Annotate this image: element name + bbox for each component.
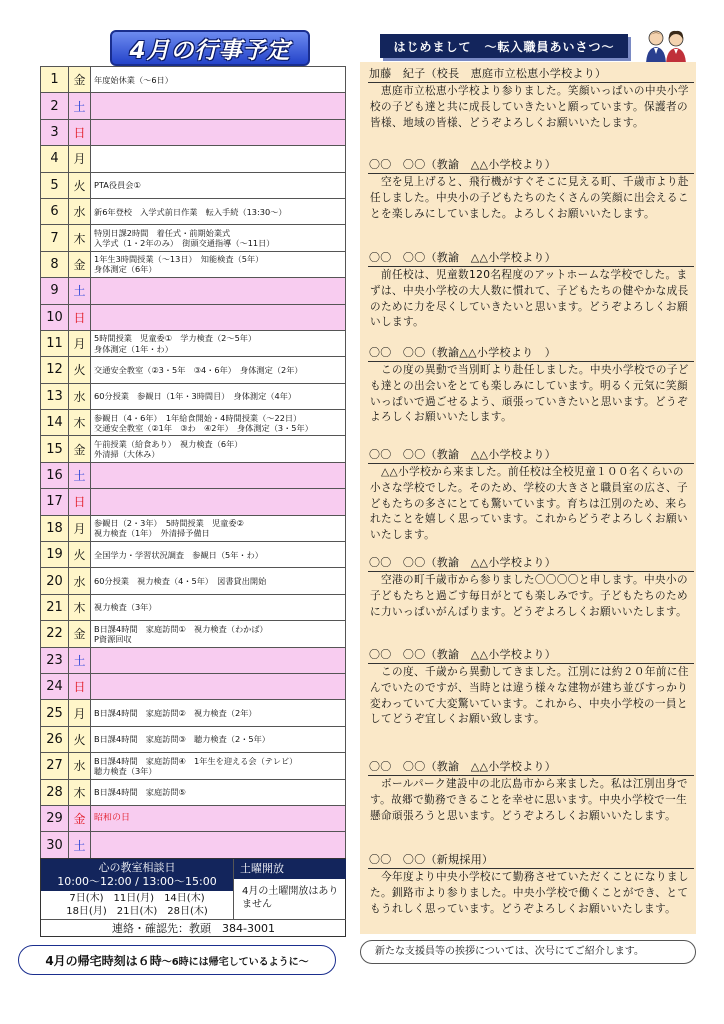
calendar-weekday: 火 (69, 357, 91, 383)
calendar-events (91, 119, 346, 145)
calendar-row (41, 726, 346, 752)
calendar-row (41, 198, 346, 224)
return-time-notice (18, 945, 336, 975)
calendar-weekday: 火 (69, 542, 91, 568)
calendar-date: 29 (41, 805, 69, 831)
calendar-weekday: 土 (69, 278, 91, 304)
calendar-events (91, 436, 346, 462)
calendar-events (91, 832, 346, 858)
calendar-row (41, 489, 346, 515)
calendar-row (41, 779, 346, 805)
calendar-weekday: 日 (69, 119, 91, 145)
calendar-date: 17 (41, 489, 69, 515)
calendar-events (91, 198, 346, 224)
greetings-title: はじめまして ～転入職員あいさつ～ (380, 34, 628, 58)
greeting-name: 〇〇 〇〇（教諭 △△小学校より） (368, 157, 694, 174)
calendar-event-text: B日課4時間 家庭訪問④ 1年生を迎える会（テレビ） (94, 755, 298, 766)
calendar-weekday: 水 (69, 383, 91, 409)
counseling-box (40, 858, 346, 937)
greeting-message: 空を見上げると、飛行機がすぐそこに見える町、千歳市より赴任しました。中央小の子どもたちのたくさんの笑顔に出会えることを楽しみにしていました。よろしくお願いいたします。 (370, 176, 689, 220)
calendar-events (91, 93, 346, 119)
greetings-panel (360, 62, 696, 934)
greeting-name: 〇〇 〇〇（教諭 △△小学校より） (368, 647, 694, 664)
calendar-weekday: 日 (69, 304, 91, 330)
calendar-row (41, 621, 346, 647)
counseling-title: 心の教室相談日 (98, 861, 176, 874)
return-lead: 4月の帰宅時刻は (45, 953, 138, 968)
greeting-name: 加藤 紀子（校長 恵庭市立松恵小学校より） (368, 66, 694, 83)
calendar-events (91, 462, 346, 488)
calendar-event-text: B日課4時間 家庭訪問② 視力検査（2年） (94, 707, 257, 718)
calendar-event-text: 午前授業（給食あり） 視力検査（6年） (94, 438, 243, 449)
calendar-event-text: 全国学力・学習状況調査 参観日（5年・わ） (94, 549, 263, 560)
calendar-event-text: 60分授業 参観日（1年・3時間目） 身体測定（4年） (94, 391, 297, 402)
calendar-row (41, 832, 346, 858)
calendar-date: 23 (41, 647, 69, 673)
calendar-date: 14 (41, 410, 69, 436)
calendar-weekday: 土 (69, 832, 91, 858)
calendar-event-text: B日課4時間 家庭訪問⑤ (94, 787, 186, 798)
calendar-row (41, 330, 346, 356)
calendar-events (91, 753, 346, 779)
calendar-date: 20 (41, 568, 69, 594)
calendar-date: 30 (41, 832, 69, 858)
calendar-events (91, 726, 346, 752)
greeting-message: △△小学校から来ました。前任校は全校児童１００名くらいの小さな学校でした。そのため、学校の大きさと職員室の広さ、子どもたちの多さにとても驚いています。育ちは江別のため、来られたことを嬉しく思っています。これからどうぞよろしくお願いいたします。 (370, 466, 688, 542)
calendar-date: 2 (41, 93, 69, 119)
calendar-weekday: 金 (69, 621, 91, 647)
calendar-events (91, 278, 346, 304)
calendar-weekday: 木 (69, 594, 91, 620)
calendar-event-text: 参観日（4・6年） 1年給食開始・4時間授業（～22日） (94, 412, 302, 423)
counseling-dates-line2: 18日(月) 21日(木) 28日(木) (66, 906, 208, 917)
greeting-name: 〇〇 〇〇（教諭 △△小学校より） (368, 250, 694, 267)
calendar-events (91, 489, 346, 515)
calendar-events (91, 647, 346, 673)
calendar-weekday: 金 (69, 67, 91, 93)
calendar-weekday: 木 (69, 410, 91, 436)
calendar-weekday: 金 (69, 251, 91, 277)
calendar-row (41, 647, 346, 673)
calendar-row (41, 251, 346, 277)
calendar-event-text: PTA役員会① (94, 180, 141, 191)
calendar-event-text: 身体測定（6年） (94, 264, 157, 275)
calendar-row (41, 594, 346, 620)
greeting-message: この度、千歳から異動してきました。江別には約２０年前に住んでいたのですが、当時とは違う様々な建物が建ち並びすっかり変わっていて大変驚いています。これから、中央小学校の一員としてどうぞ宜しくお願い致します。 (370, 666, 689, 726)
calendar-event-text: P資源回収 (94, 633, 132, 644)
greeting-entry (368, 345, 694, 426)
calendar-weekday: 木 (69, 779, 91, 805)
calendar-event-text: 1年生3時間授業（～13日） 知能検査（5年） (94, 254, 264, 265)
calendar-events (91, 172, 346, 198)
calendar-title: 4月の行事予定 (110, 30, 310, 66)
greeting-entry (368, 447, 694, 544)
greeting-entry (368, 66, 694, 131)
calendar-weekday: 木 (69, 225, 91, 251)
greeting-entry (368, 852, 694, 917)
greeting-name: 〇〇 〇〇（教諭 △△小学校より） (368, 447, 694, 464)
calendar-row (41, 700, 346, 726)
calendar-row (41, 462, 346, 488)
calendar-event-text: 入学式（1・2年のみ） 街頭交通指導（～11日） (94, 238, 275, 249)
calendar-date: 10 (41, 304, 69, 330)
calendar-row (41, 172, 346, 198)
calendar-row (41, 357, 346, 383)
calendar-weekday: 土 (69, 462, 91, 488)
calendar-weekday: 日 (69, 489, 91, 515)
calendar-event-text: 特別日課2時間 着任式・前期始業式 (94, 227, 231, 238)
counseling-time: 10:00～12:00 / 13:00～15:00 (57, 875, 217, 888)
greeting-name: 〇〇 〇〇（教諭 △△小学校より） (368, 759, 694, 776)
calendar-events (91, 673, 346, 699)
calendar-event-text: 交通安全教室（②1年 ③わ ④2年） 身体測定（3・5年） (94, 422, 313, 433)
calendar-event-text: 交通安全教室（②3・5年 ③4・6年） 身体測定（2年） (94, 364, 303, 375)
calendar-events (91, 225, 346, 251)
calendar-events (91, 515, 346, 541)
calendar-event-text: 参観日（2・3年） 5時間授業 児童委② (94, 518, 244, 529)
greeting-entry (368, 555, 694, 620)
greeting-message: ボールパーク建設中の北広島市から来ました。私は江別出身です。故郷で勤務できることを幸せに思います。中央小学校で一生懸命頑張ろうと思います。どうぞよろしくお願いいたします。 (370, 778, 688, 822)
calendar-events (91, 542, 346, 568)
calendar-weekday: 火 (69, 172, 91, 198)
calendar-weekday: 日 (69, 673, 91, 699)
greeting-entry (368, 157, 694, 222)
calendar-weekday: 月 (69, 146, 91, 172)
greeting-message: 恵庭市立松恵小学校より参りました。笑顔いっぱいの中央小学校の子ども達と共に成長していきたいと願っています。保護者の皆様、地域の皆様、どうぞよろしくお願いいたします。 (370, 85, 689, 129)
calendar-weekday: 水 (69, 568, 91, 594)
calendar-events (91, 383, 346, 409)
calendar-date: 21 (41, 594, 69, 620)
calendar-date: 18 (41, 515, 69, 541)
calendar-event-text: B日課4時間 家庭訪問③ 聴力検査（2・5年） (94, 734, 270, 745)
greeting-message: 前任校は、児童数120名程度のアットホームな学校でした。まずは、中央小学校の大人数に慣れて、子どもたちの健やかな成長のために力を尽くしていきたいと思います。どうぞよろしくお願いします。 (370, 269, 689, 329)
calendar-date: 27 (41, 753, 69, 779)
calendar-date: 11 (41, 330, 69, 356)
calendar-events (91, 330, 346, 356)
return-time: ６時 (137, 953, 162, 968)
calendar-row (41, 436, 346, 462)
greeting-entry (368, 250, 694, 331)
calendar-row (41, 383, 346, 409)
calendar-events (91, 568, 346, 594)
teachers-illustration-icon (640, 28, 692, 66)
calendar-row (41, 93, 346, 119)
calendar-date: 15 (41, 436, 69, 462)
calendar-row (41, 673, 346, 699)
calendar-date: 1 (41, 67, 69, 93)
calendar-date: 7 (41, 225, 69, 251)
calendar-row (41, 67, 346, 93)
calendar-weekday: 水 (69, 198, 91, 224)
calendar-date: 6 (41, 198, 69, 224)
calendar-date: 22 (41, 621, 69, 647)
calendar-row (41, 304, 346, 330)
calendar-date: 3 (41, 119, 69, 145)
calendar-date: 16 (41, 462, 69, 488)
calendar-event-text: 5時間授業 児童委① 学力検査（2～5年） (94, 333, 257, 344)
calendar-weekday: 土 (69, 93, 91, 119)
greeting-name: 〇〇 〇〇（新規採用） (368, 852, 694, 869)
calendar-events (91, 146, 346, 172)
calendar-event-text: 新6年登校 入学式前日作業 転入手続（13:30～） (94, 206, 287, 217)
calendar-row (41, 146, 346, 172)
calendar-event-text: 視力検査（3年） (94, 602, 157, 613)
calendar-date: 5 (41, 172, 69, 198)
counseling-dates (41, 891, 233, 919)
greeting-name: 〇〇 〇〇（教諭 △△小学校より） (368, 555, 694, 572)
calendar-events (91, 621, 346, 647)
calendar-events (91, 594, 346, 620)
calendar-event-text: 年度始休業（～6日） (94, 74, 173, 85)
calendar-date: 4 (41, 146, 69, 172)
calendar-date: 13 (41, 383, 69, 409)
next-issue-note: 新たな支援員等の挨拶については、次号にてご紹介します。 (360, 940, 696, 964)
greeting-message: この度の異動で当別町より赴任しました。中央小学校での子ども達との出会いをとても楽しみにしています。明るく元気に笑顔いっぱいで過ごせるよう、頑張っていきたいと思います。どうぞよろしくお願いいたします。 (370, 364, 689, 424)
calendar-events (91, 700, 346, 726)
greeting-message: 空港の町千歳市から参りました〇〇〇〇と申します。中央小の子どもたちと過ごす毎日がとても楽しみです。子どもたちのために力いっぱいがんばります。どうぞよろしくお願いいたします。 (370, 574, 688, 618)
greeting-entry (368, 647, 694, 728)
calendar-weekday: 金 (69, 805, 91, 831)
counseling-dates-line1: 7日(木) 11日(月) 14日(木) (69, 893, 205, 904)
calendar-date: 25 (41, 700, 69, 726)
calendar-event-text: B日課4時間 家庭訪問① 視力検査（わかば） (94, 623, 268, 634)
calendar-weekday: 月 (69, 515, 91, 541)
calendar-date: 12 (41, 357, 69, 383)
calendar-events (91, 67, 346, 93)
calendar-events (91, 357, 346, 383)
counseling-header (41, 859, 233, 891)
calendar-event-text: 外清掃（大休み） (94, 449, 160, 460)
calendar-row (41, 225, 346, 251)
calendar-row (41, 568, 346, 594)
calendar-date: 26 (41, 726, 69, 752)
greeting-entry (368, 759, 694, 824)
calendar-date: 8 (41, 251, 69, 277)
return-tail: ～6時には帰宅しているように～ (161, 956, 309, 968)
greeting-message: 今年度より中央小学校にて勤務させていただくことになりました。釧路市より参りました。中央小学校で働くことができ、とてもうれしく思っています。どうぞよろしくお願いいたします。 (370, 871, 689, 915)
calendar-events (91, 779, 346, 805)
calendar-events (91, 251, 346, 277)
calendar-event-text: 60分授業 視力検査（4・5年） 図書貸出開始 (94, 575, 267, 586)
calendar-events (91, 304, 346, 330)
calendar-row (41, 805, 346, 831)
calendar-weekday: 土 (69, 647, 91, 673)
calendar-event-text: 聴力検査（3年） (94, 765, 157, 776)
saturday-open-body: 4月の土曜開放はありません (233, 879, 346, 919)
calendar-weekday: 月 (69, 330, 91, 356)
calendar-row (41, 753, 346, 779)
calendar-row (41, 542, 346, 568)
calendar-row (41, 278, 346, 304)
calendar-row (41, 119, 346, 145)
calendar-date: 24 (41, 673, 69, 699)
calendar-row (41, 515, 346, 541)
contact-info: 連絡・確認先：教頭 384-3001 (41, 919, 346, 937)
calendar-event-text: 昭和の日 (94, 813, 131, 823)
calendar-weekday: 金 (69, 436, 91, 462)
calendar-row (41, 410, 346, 436)
greeting-name: 〇〇 〇〇（教諭△△小学校より ） (368, 345, 694, 362)
calendar-date: 9 (41, 278, 69, 304)
calendar-event-text: 身体測定（1年・わ） (94, 343, 173, 354)
calendar-events (91, 805, 346, 831)
calendar-events (91, 410, 346, 436)
event-calendar-table (40, 66, 346, 859)
calendar-weekday: 火 (69, 726, 91, 752)
calendar-event-text: 視力検査（1年） 外清掃予備日 (94, 528, 210, 539)
calendar-weekday: 水 (69, 753, 91, 779)
calendar-date: 28 (41, 779, 69, 805)
saturday-open-title: 土曜開放 (233, 859, 346, 879)
calendar-weekday: 月 (69, 700, 91, 726)
calendar-date: 19 (41, 542, 69, 568)
